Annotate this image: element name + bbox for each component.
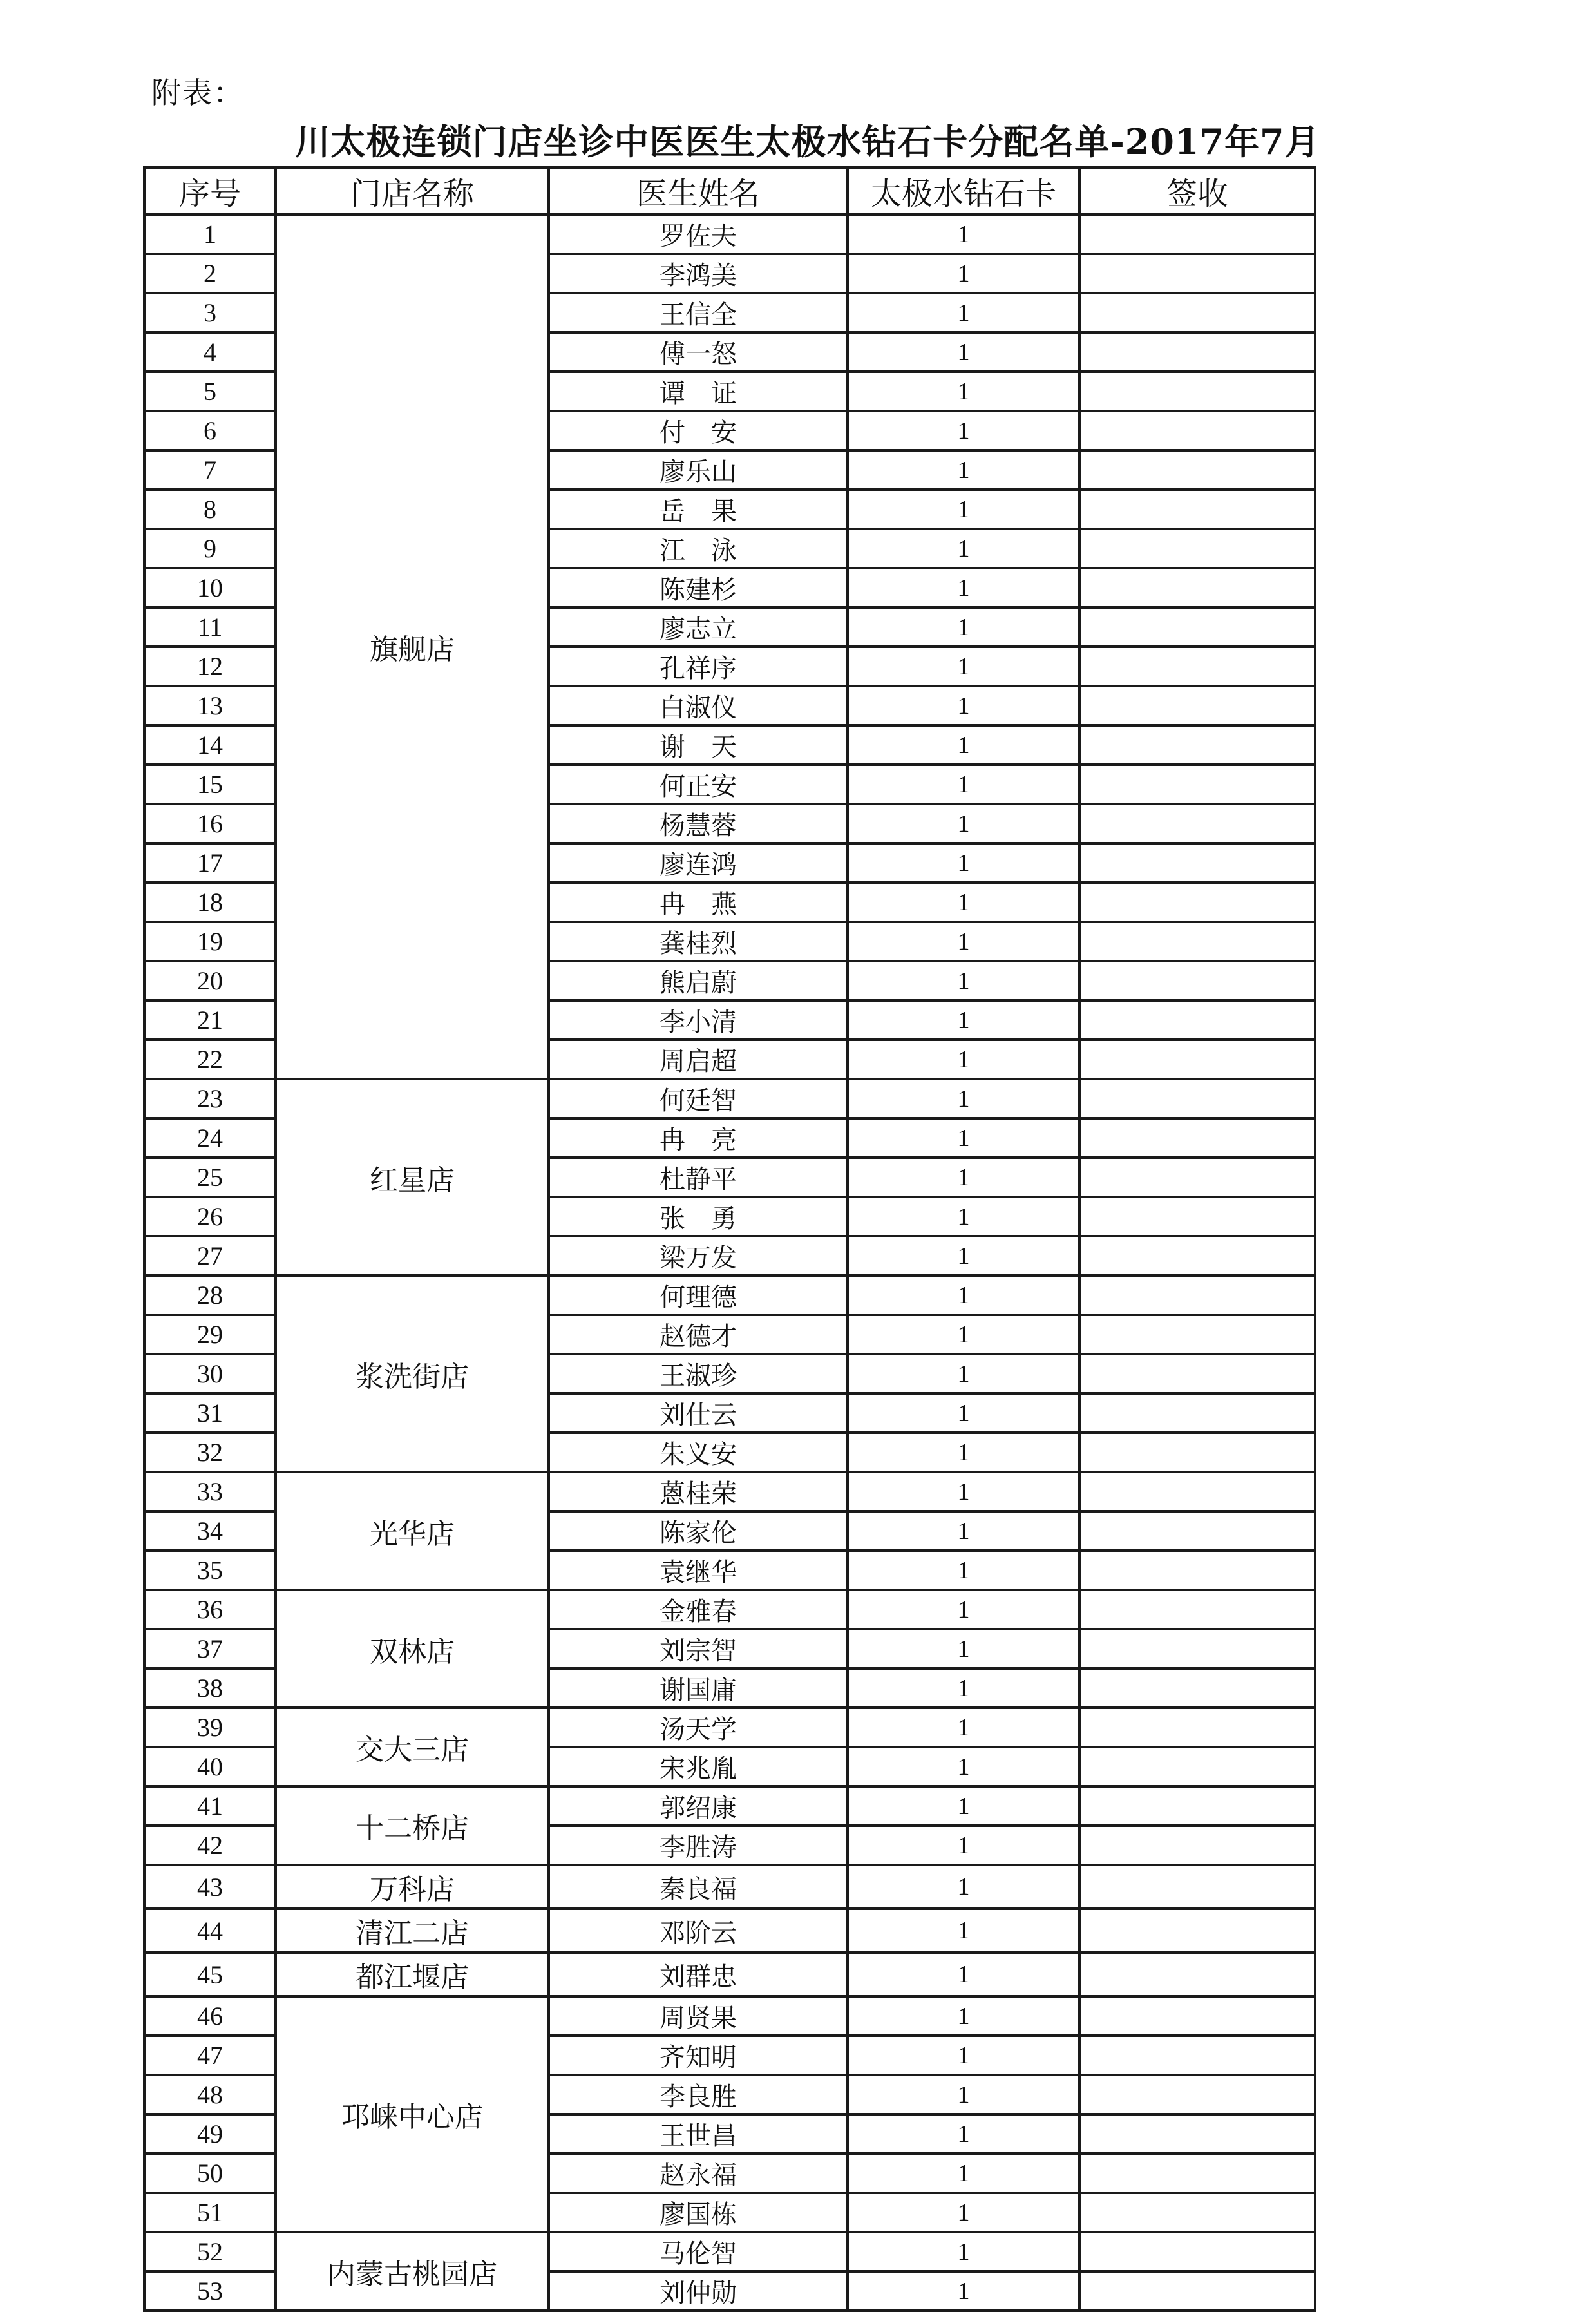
- card-quantity: 1: [848, 607, 1079, 647]
- signature-cell: [1079, 1197, 1315, 1236]
- row-index: 21: [144, 1000, 276, 1040]
- card-quantity: 1: [848, 1786, 1079, 1826]
- doctor-name: 白淑仪: [549, 686, 848, 725]
- card-quantity: 1: [848, 1433, 1079, 1472]
- card-quantity: 1: [848, 1040, 1079, 1079]
- card-quantity: 1: [848, 490, 1079, 529]
- doctor-name: 马伦智: [549, 2232, 848, 2271]
- doctor-name: 蒽桂荣: [549, 1472, 848, 1511]
- card-quantity: 1: [848, 686, 1079, 725]
- signature-cell: [1079, 2036, 1315, 2075]
- signature-cell: [1079, 2114, 1315, 2154]
- store-name: 清江二店: [276, 1909, 549, 1953]
- card-quantity: 1: [848, 1590, 1079, 1629]
- doctor-name: 傅一怒: [549, 332, 848, 372]
- store-name: 内蒙古桃园店: [276, 2232, 549, 2311]
- card-quantity: 1: [848, 411, 1079, 450]
- row-index: 23: [144, 1079, 276, 1118]
- row-index: 30: [144, 1354, 276, 1393]
- table-row: [144, 1996, 1315, 2036]
- store-name: 万科店: [276, 1865, 549, 1909]
- signature-cell: [1079, 2075, 1315, 2114]
- row-index: 29: [144, 1315, 276, 1354]
- doctor-name: 刘宗智: [549, 1629, 848, 1668]
- signature-cell: [1079, 843, 1315, 883]
- card-quantity: 1: [848, 1393, 1079, 1433]
- doctor-name: 齐知明: [549, 2036, 848, 2075]
- doctor-name: 袁继华: [549, 1551, 848, 1590]
- doctor-name: 李良胜: [549, 2075, 848, 2114]
- card-quantity: 1: [848, 961, 1079, 1000]
- doctor-name: 朱义安: [549, 1433, 848, 1472]
- signature-cell: [1079, 568, 1315, 607]
- doctor-name: 冉 燕: [549, 883, 848, 922]
- doctor-name: 罗佐夫: [549, 215, 848, 254]
- header-doctor: 医生姓名: [549, 167, 848, 215]
- signature-cell: [1079, 411, 1315, 450]
- table-body: [144, 215, 1315, 2311]
- row-index: 11: [144, 607, 276, 647]
- store-name: 交大三店: [276, 1708, 549, 1786]
- signature-cell: [1079, 686, 1315, 725]
- card-quantity: 1: [848, 1315, 1079, 1354]
- table-row: [144, 1590, 1315, 1629]
- card-quantity: 1: [848, 2232, 1079, 2271]
- row-index: 20: [144, 961, 276, 1000]
- row-index: 45: [144, 1953, 276, 1996]
- card-quantity: 1: [848, 1865, 1079, 1909]
- row-index: 51: [144, 2193, 276, 2232]
- card-quantity: 1: [848, 2193, 1079, 2232]
- header-card: 太极水钻石卡: [848, 167, 1079, 215]
- row-index: 28: [144, 1275, 276, 1315]
- signature-cell: [1079, 1158, 1315, 1197]
- card-quantity: 1: [848, 1275, 1079, 1315]
- card-quantity: 1: [848, 529, 1079, 568]
- allocation-table: [143, 166, 1316, 2312]
- row-index: 9: [144, 529, 276, 568]
- row-index: 24: [144, 1118, 276, 1158]
- signature-cell: [1079, 804, 1315, 843]
- header-sign: 签收: [1079, 167, 1315, 215]
- signature-cell: [1079, 1629, 1315, 1668]
- card-quantity: 1: [848, 1826, 1079, 1865]
- signature-cell: [1079, 215, 1315, 254]
- signature-cell: [1079, 1786, 1315, 1826]
- signature-cell: [1079, 765, 1315, 804]
- card-quantity: 1: [848, 725, 1079, 765]
- card-quantity: 1: [848, 2154, 1079, 2193]
- signature-cell: [1079, 1472, 1315, 1511]
- doctor-name: 廖国栋: [549, 2193, 848, 2232]
- row-index: 35: [144, 1551, 276, 1590]
- row-index: 49: [144, 2114, 276, 2154]
- store-name: 光华店: [276, 1472, 549, 1590]
- signature-cell: [1079, 450, 1315, 490]
- signature-cell: [1079, 883, 1315, 922]
- row-index: 53: [144, 2271, 276, 2311]
- doctor-name: 刘群忠: [549, 1953, 848, 1996]
- doctor-name: 何理德: [549, 1275, 848, 1315]
- row-index: 42: [144, 1826, 276, 1865]
- row-index: 41: [144, 1786, 276, 1826]
- doctor-name: 孔祥序: [549, 647, 848, 686]
- row-index: 40: [144, 1747, 276, 1786]
- card-quantity: 1: [848, 2271, 1079, 2311]
- signature-cell: [1079, 529, 1315, 568]
- signature-cell: [1079, 1354, 1315, 1393]
- signature-cell: [1079, 1393, 1315, 1433]
- signature-cell: [1079, 1511, 1315, 1551]
- row-index: 13: [144, 686, 276, 725]
- signature-cell: [1079, 1079, 1315, 1118]
- doctor-name: 冉 亮: [549, 1118, 848, 1158]
- doctor-name: 刘仕云: [549, 1393, 848, 1433]
- row-index: 27: [144, 1236, 276, 1275]
- table-row: [144, 215, 1315, 254]
- signature-cell: [1079, 647, 1315, 686]
- doctor-name: 杨慧蓉: [549, 804, 848, 843]
- signature-cell: [1079, 2154, 1315, 2193]
- doctor-name: 赵永福: [549, 2154, 848, 2193]
- card-quantity: 1: [848, 843, 1079, 883]
- doctor-name: 邓阶云: [549, 1909, 848, 1953]
- card-quantity: 1: [848, 332, 1079, 372]
- signature-cell: [1079, 1551, 1315, 1590]
- row-index: 38: [144, 1668, 276, 1708]
- doctor-name: 廖乐山: [549, 450, 848, 490]
- doctor-name: 陈建杉: [549, 568, 848, 607]
- signature-cell: [1079, 490, 1315, 529]
- card-quantity: 1: [848, 1118, 1079, 1158]
- doctor-name: 江 泳: [549, 529, 848, 568]
- table-row: [144, 1786, 1315, 1826]
- card-quantity: 1: [848, 2114, 1079, 2154]
- row-index: 3: [144, 293, 276, 332]
- card-quantity: 1: [848, 372, 1079, 411]
- signature-cell: [1079, 1118, 1315, 1158]
- doctor-name: 金雅春: [549, 1590, 848, 1629]
- row-index: 2: [144, 254, 276, 293]
- signature-cell: [1079, 254, 1315, 293]
- row-index: 16: [144, 804, 276, 843]
- doctor-name: 陈家伦: [549, 1511, 848, 1551]
- card-quantity: 1: [848, 1236, 1079, 1275]
- row-index: 10: [144, 568, 276, 607]
- card-quantity: 1: [848, 450, 1079, 490]
- row-index: 32: [144, 1433, 276, 1472]
- signature-cell: [1079, 1433, 1315, 1472]
- table-row: [144, 2232, 1315, 2271]
- card-quantity: 1: [848, 1551, 1079, 1590]
- row-index: 39: [144, 1708, 276, 1747]
- card-quantity: 1: [848, 1629, 1079, 1668]
- table-row: [144, 1708, 1315, 1747]
- doctor-name: 秦良福: [549, 1865, 848, 1909]
- row-index: 8: [144, 490, 276, 529]
- signature-cell: [1079, 372, 1315, 411]
- doctor-name: 谭 证: [549, 372, 848, 411]
- card-quantity: 1: [848, 1668, 1079, 1708]
- signature-cell: [1079, 332, 1315, 372]
- doctor-name: 熊启蔚: [549, 961, 848, 1000]
- signature-cell: [1079, 1953, 1315, 1996]
- card-quantity: 1: [848, 1996, 1079, 2036]
- signature-cell: [1079, 1747, 1315, 1786]
- row-index: 6: [144, 411, 276, 450]
- row-index: 52: [144, 2232, 276, 2271]
- signature-cell: [1079, 2232, 1315, 2271]
- card-quantity: 1: [848, 2075, 1079, 2114]
- store-name: 都江堰店: [276, 1953, 549, 1996]
- card-quantity: 1: [848, 1953, 1079, 1996]
- card-quantity: 1: [848, 765, 1079, 804]
- row-index: 46: [144, 1996, 276, 2036]
- table-row: [144, 1909, 1315, 1953]
- table-row: [144, 1079, 1315, 1118]
- row-index: 31: [144, 1393, 276, 1433]
- card-quantity: 1: [848, 1354, 1079, 1393]
- card-quantity: 1: [848, 1909, 1079, 1953]
- doctor-name: 刘仲勋: [549, 2271, 848, 2311]
- card-quantity: 1: [848, 1747, 1079, 1786]
- signature-cell: [1079, 1275, 1315, 1315]
- signature-cell: [1079, 1865, 1315, 1909]
- doctor-name: 杜静平: [549, 1158, 848, 1197]
- card-quantity: 1: [848, 1000, 1079, 1040]
- row-index: 22: [144, 1040, 276, 1079]
- signature-cell: [1079, 1996, 1315, 2036]
- row-index: 26: [144, 1197, 276, 1236]
- table-row: [144, 1953, 1315, 1996]
- signature-cell: [1079, 1826, 1315, 1865]
- signature-cell: [1079, 1000, 1315, 1040]
- row-index: 4: [144, 332, 276, 372]
- store-name: 红星店: [276, 1079, 549, 1275]
- doctor-name: 张 勇: [549, 1197, 848, 1236]
- signature-cell: [1079, 1909, 1315, 1953]
- card-quantity: 1: [848, 1708, 1079, 1747]
- row-index: 43: [144, 1865, 276, 1909]
- doctor-name: 郭绍康: [549, 1786, 848, 1826]
- doctor-name: 汤天学: [549, 1708, 848, 1747]
- row-index: 19: [144, 922, 276, 961]
- doctor-name: 王世昌: [549, 2114, 848, 2154]
- signature-cell: [1079, 1668, 1315, 1708]
- store-name: 十二桥店: [276, 1786, 549, 1865]
- row-index: 37: [144, 1629, 276, 1668]
- row-index: 44: [144, 1909, 276, 1953]
- card-quantity: 1: [848, 1197, 1079, 1236]
- doctor-name: 梁万发: [549, 1236, 848, 1275]
- card-quantity: 1: [848, 1472, 1079, 1511]
- signature-cell: [1079, 1590, 1315, 1629]
- row-index: 18: [144, 883, 276, 922]
- signature-cell: [1079, 1040, 1315, 1079]
- row-index: 48: [144, 2075, 276, 2114]
- attachment-label: 附表：: [151, 75, 244, 110]
- row-index: 36: [144, 1590, 276, 1629]
- doctor-name: 付 安: [549, 411, 848, 450]
- doctor-name: 王信全: [549, 293, 848, 332]
- card-quantity: 1: [848, 1158, 1079, 1197]
- card-quantity: 1: [848, 254, 1079, 293]
- store-name: 浆洗街店: [276, 1275, 549, 1472]
- doctor-name: 李胜涛: [549, 1826, 848, 1865]
- card-quantity: 1: [848, 568, 1079, 607]
- header-index: 序号: [144, 167, 276, 215]
- signature-cell: [1079, 922, 1315, 961]
- doctor-name: 谢 天: [549, 725, 848, 765]
- signature-cell: [1079, 1236, 1315, 1275]
- row-index: 34: [144, 1511, 276, 1551]
- signature-cell: [1079, 725, 1315, 765]
- table-row: [144, 1865, 1315, 1909]
- card-quantity: 1: [848, 883, 1079, 922]
- doctor-name: 岳 果: [549, 490, 848, 529]
- store-name: 双林店: [276, 1590, 549, 1708]
- card-quantity: 1: [848, 293, 1079, 332]
- signature-cell: [1079, 607, 1315, 647]
- row-index: 33: [144, 1472, 276, 1511]
- doctor-name: 赵德才: [549, 1315, 848, 1354]
- doctor-name: 廖志立: [549, 607, 848, 647]
- doctor-name: 何正安: [549, 765, 848, 804]
- card-quantity: 1: [848, 215, 1079, 254]
- card-quantity: 1: [848, 922, 1079, 961]
- document-title: 川太极连锁门店坐诊中医医生太极水钻石卡分配名单-2017年7月: [295, 121, 1320, 162]
- card-quantity: 1: [848, 1511, 1079, 1551]
- doctor-name: 谢国庸: [549, 1668, 848, 1708]
- row-index: 47: [144, 2036, 276, 2075]
- header-store: 门店名称: [276, 167, 549, 215]
- card-quantity: 1: [848, 1079, 1079, 1118]
- header-row: [144, 167, 1315, 215]
- doctor-name: 王淑珍: [549, 1354, 848, 1393]
- signature-cell: [1079, 1315, 1315, 1354]
- signature-cell: [1079, 961, 1315, 1000]
- doctor-name: 李鸿美: [549, 254, 848, 293]
- table-row: [144, 1275, 1315, 1315]
- card-quantity: 1: [848, 647, 1079, 686]
- row-index: 25: [144, 1158, 276, 1197]
- signature-cell: [1079, 2271, 1315, 2311]
- card-quantity: 1: [848, 2036, 1079, 2075]
- row-index: 12: [144, 647, 276, 686]
- store-name: 旗舰店: [276, 215, 549, 1079]
- table-row: [144, 1472, 1315, 1511]
- doctor-name: 周启超: [549, 1040, 848, 1079]
- store-name: 邛崃中心店: [276, 1996, 549, 2232]
- signature-cell: [1079, 1708, 1315, 1747]
- row-index: 15: [144, 765, 276, 804]
- signature-cell: [1079, 2193, 1315, 2232]
- doctor-name: 何廷智: [549, 1079, 848, 1118]
- row-index: 14: [144, 725, 276, 765]
- row-index: 17: [144, 843, 276, 883]
- doctor-name: 宋兆胤: [549, 1747, 848, 1786]
- doctor-name: 李小清: [549, 1000, 848, 1040]
- doctor-name: 廖连鸿: [549, 843, 848, 883]
- doctor-name: 龚桂烈: [549, 922, 848, 961]
- row-index: 5: [144, 372, 276, 411]
- doctor-name: 周贤果: [549, 1996, 848, 2036]
- card-quantity: 1: [848, 804, 1079, 843]
- row-index: 50: [144, 2154, 276, 2193]
- signature-cell: [1079, 293, 1315, 332]
- row-index: 7: [144, 450, 276, 490]
- row-index: 1: [144, 215, 276, 254]
